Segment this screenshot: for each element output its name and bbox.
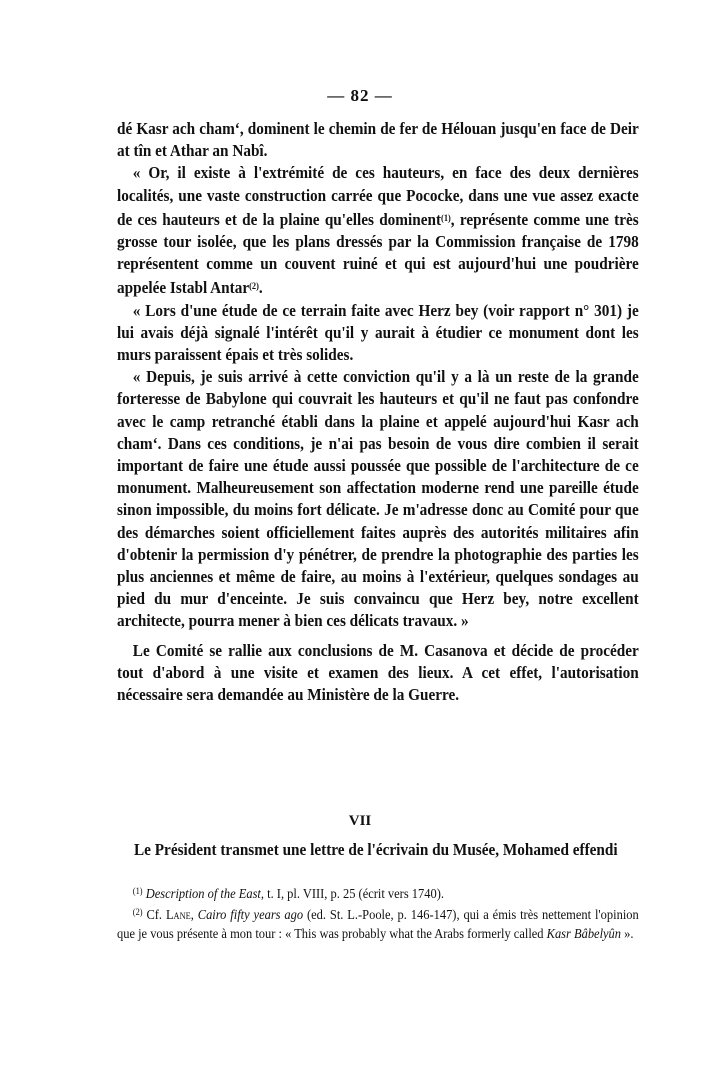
footnote-2 [117,903,639,943]
footnotes [117,882,639,943]
paragraph-2-text-a: « Or, il existe à l'extrémité de ces hauteurs, en face des deux dernières localités, une vaste construction carrée que Pococke, dans une vue assez exacte de ces hauteurs et de la plaine qu'elles dominent [117,163,639,229]
paragraph-3: « Lors d'une étude de ce terrain faite avec Herz bey (voir rapport n° 301) je lui avais déjà signalé l'intérêt qu'il y aurait à étudier ce monument dont les murs paraissent épais et très solides. [117,300,639,365]
footnote-2-end: ». [621,926,634,941]
paragraph-2-text-b: , représente comme une très grosse tour isolée, que les plans dressés par la Commission française de 1798 représentent comme un couvent ruiné et qui est aujourd'hui une poudrière appelée Istabl Antar [117,209,639,298]
paragraph-2-text-c: . [258,278,263,298]
paragraph-1: dé Kasr ach cham‘, dominent le chemin de fer de Hélouan jusqu'en face de Deir at tîn et Athar an Nabî. [117,119,639,161]
footnote-2-sep: , [190,907,198,922]
paragraph-4: « Depuis, je suis arrivé à cette conviction qu'il y a là un reste de la grande forteresse de Babylone qui couvrait les hauteurs et qu'il ne faut pas confondre avec le camp retranché établi dans la plaine et appelé aujourd'hui Kasr ach cham‘. Dans ces conditions, je n'ai pas besoin de vous dire combien il serait important de faire une étude aussi poussée que possible de l'architecture de ce monument. Malheureusement son affectation moderne rend une pareille étude sinon impossible, du moins fort délicate. Je m'adresse donc au Comité pour que des démarches soient officiellement faites auprès des autorités militaires afin d'obtenir la permission d'y pénétrer, de prendre la photographie des parties les plus anciennes et même de faire, au moins à l'extérieur, quelques sondages au pied du mur d'enceinte. Je suis convaincu que Herz bey, notre excellent architecte, pourra mener à bien ces délicats travaux. » [117,367,639,631]
footnote-2-term: Kasr Bâbelyûn [546,926,622,941]
footnote-2-prefix: Cf. [142,907,166,922]
paragraph-2 [117,162,639,299]
footnote-ref-1[interactable]: (1) [441,212,451,223]
footnote-ref-2[interactable]: (2) [249,281,259,292]
body-text [117,118,639,706]
footnote-2-author: Lane [165,907,191,922]
footnote-1-title: Description of the East [145,886,261,901]
paragraph-5: Le Comité se rallie aux conclusions de M. Casanova et décide de procéder tout d'abord à une visite et examen des lieux. A cet effet, l'autorisation nécessaire sera demandée au Ministère de la Guerre. [117,640,639,705]
page-number: — 82 — [327,86,393,105]
footnote-2-middle: (ed. St. L.-Poole, p. 146-147), qui a émis très nettement l'opinion que je vous présente à mon tour : « This was probably what the Arabs formerly called [117,907,639,941]
footnote-2-marker: (2) [132,907,143,917]
footnote-1 [117,882,639,903]
section-first-line: Le Président transmet une lettre de l'écrivain du Musée, Mohamed effendi [134,840,618,859]
footnote-2-title: Cairo fifty years ago [197,907,304,922]
footnote-1-rest: , t. I, pl. VIII, p. 25 (écrit vers 1740). [260,886,444,901]
section-heading: VII [348,813,372,829]
footnote-1-marker: (1) [132,886,143,896]
